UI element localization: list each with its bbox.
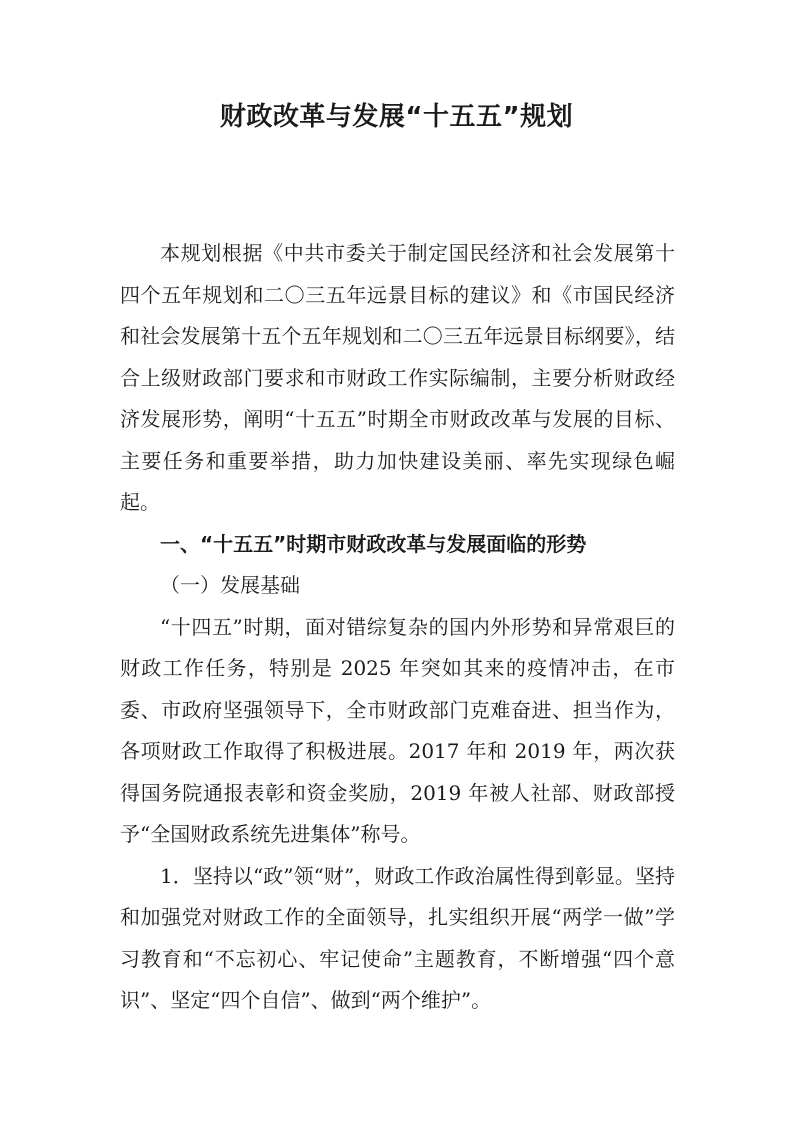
body-paragraph: “十四五”时期，面对错综复杂的国内外形势和异常艰巨的财政工作任务，特别是 2025 年突如其来的疫情冲击，在市委、市政府坚强领导下，全市财政部门克难奋进、担当作为，各项财政工作取得了积极进展。2017 年和 2019 年，两次获得国务院通报表彰和资金奖励，2019 年被人社部、财政部授予“全国财政系统先进集体”称号。 bbox=[120, 614, 675, 846]
document-body bbox=[120, 233, 675, 1022]
document-title: 财政改革与发展“十五五”规划 bbox=[219, 102, 574, 132]
body-paragraph: 1．坚持以“政”领“财”，财政工作政治属性得到彰显。坚持和加强党对财政工作的全面领导，扎实组织开展“两学一做”学习教育和“不忘初心、牢记使命”主题教育，不断增强“四个意识”、坚定“四个自信”、做到“两个维护”。 bbox=[120, 863, 675, 1012]
section-heading-1: 一、“十五五”时期市财政改革与发展面临的形势 bbox=[160, 531, 587, 556]
intro-paragraph: 本规划根据《中共市委关于制定国民经济和社会发展第十四个五年规划和二〇三五年远景目标的建议》和《市国民经济和社会发展第十五个五年规划和二〇三五年远景目标纲要》，结合上级财政部门要求和市财政工作实际编制，主要分析财政经济发展形势，阐明“十五五”时期全市财政改革与发展的目标、主要任务和重要举措，助力加快建设美丽、率先实现绿色崛起。 bbox=[120, 241, 675, 514]
subsection-heading-1: （一）发展基础 bbox=[160, 573, 300, 597]
